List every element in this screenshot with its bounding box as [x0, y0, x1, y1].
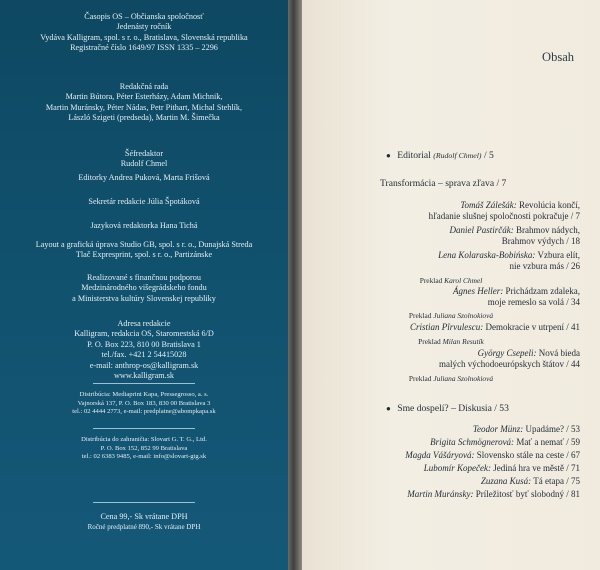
- book-gutter: [288, 0, 302, 570]
- distribution: [0, 391, 288, 417]
- masthead-line: Vydáva Kalligram, spol. s r. o., Bratislava, Slovenská republika: [40, 32, 248, 42]
- translator-name: Karol Chmel: [444, 276, 483, 285]
- divider: [93, 383, 195, 384]
- toc-entry: [450, 225, 580, 247]
- masthead: [0, 12, 288, 54]
- price-line: Cena 99,- Sk vrátane DPH: [100, 512, 188, 521]
- toc-entry: [424, 463, 580, 474]
- funding-line: Medzinárodného višegrádskeho fondu: [81, 283, 207, 293]
- bullet-icon: ●: [386, 151, 391, 160]
- page-title: Obsah: [542, 50, 574, 64]
- entry-title: Brahmov výdych / 18: [501, 236, 580, 247]
- layout-print: [0, 240, 288, 261]
- entry-title: Príležitosť byť slobodný / 81: [475, 489, 580, 499]
- entry-author: Zuzana Kusá:: [480, 476, 532, 486]
- toc-entry: [439, 348, 580, 370]
- entry-author: Daniel Pastirčák:: [449, 225, 514, 235]
- section-heading: Transformácia – sprava zľava / 7: [380, 178, 507, 189]
- entry-author: Martin Muránsky:: [407, 489, 474, 499]
- editorial-label: Editorial: [397, 150, 431, 161]
- entry-title: malých východoeurópskych štátov / 44: [439, 359, 580, 370]
- translator-name: Juliana Szolnokiová: [433, 311, 494, 320]
- address-line: Kalligram, redakcia OS, Staromestská 6/D: [74, 329, 214, 339]
- masthead-line: Registračné číslo 1649/97 ISSN 1335 – 2296: [70, 43, 218, 53]
- board-line: Martin Bútora, Péter Esterházy, Adam Michnik,: [65, 92, 223, 102]
- entry-title: Tá etapa / 75: [533, 476, 580, 486]
- translator-label: Preklad: [408, 311, 432, 320]
- toc-entry: [481, 476, 580, 487]
- price: [0, 512, 288, 533]
- entry-title: Upadáme? / 53: [525, 424, 580, 434]
- editors-line: Editorky Andrea Puková, Marta Frišová: [78, 173, 210, 182]
- entry-title: moje remeslo sa volá / 34: [487, 297, 580, 308]
- chief-line: Šéfredaktor: [124, 149, 164, 158]
- entry-title: hľadanie slušnej spoločnosti pokračuje / 7: [428, 211, 580, 222]
- chief-editor: [0, 149, 288, 170]
- entry-author: Brigita Schmögnerová:: [430, 437, 515, 447]
- editorial-board: [0, 82, 288, 124]
- distribution-abroad-line: P. O. Box 152, 852 99 Bratislava: [100, 444, 188, 452]
- distribution-line: tel.: 02 4444 2773, e-mail: predplatne@abompkapa.sk: [72, 408, 216, 416]
- entry-title: Vzbura elít,: [537, 250, 580, 260]
- divider: [93, 502, 195, 503]
- entry-title: Nová bieda: [538, 348, 580, 358]
- board-line: Martin Muránsky, Péter Nádas, Petr Pithart, Michal Stehlík,: [45, 102, 243, 112]
- board-line: Redakčná rada: [119, 82, 169, 91]
- toc-entry: [430, 437, 580, 448]
- translator-note: [302, 337, 600, 346]
- bullet-icon: ●: [386, 404, 391, 413]
- entry-title: Revolúcia končí,: [519, 200, 580, 210]
- entry-title: Slovensko stále na ceste / 67: [476, 450, 580, 460]
- toc-entry: [473, 424, 580, 435]
- entry-author: Magda Vášáryová:: [405, 450, 475, 460]
- editorial-author: (Rudolf Chmel): [433, 151, 482, 160]
- toc-entry: [438, 250, 580, 272]
- section-title: Sme dospelí? – Diskusia / 53: [397, 403, 509, 414]
- translator-note: [302, 374, 600, 383]
- editors: [0, 173, 288, 183]
- board-line: László Szigeti (predseda), Martin M. Šimečka: [68, 113, 220, 123]
- address-line: tel./fax. +421 2 54415028: [101, 350, 187, 360]
- translator-label: Preklad: [418, 337, 441, 346]
- secretary-line: Sekretár redakcie Júlia Špotáková: [88, 197, 200, 206]
- entry-title: Prichádzam zdaleka,: [505, 286, 580, 296]
- entry-title: Demokracie v utrpení / 41: [485, 322, 580, 332]
- translator-name: Juliana Szolnokiová: [433, 374, 494, 383]
- divider: [93, 428, 195, 429]
- entry-author: Lena Kolaraska-Bobińska:: [438, 250, 536, 260]
- contents-page: [302, 0, 600, 570]
- entry-author: Cristian Pîrvulescu:: [410, 322, 484, 332]
- entry-title: Mať a nemať / 59: [516, 437, 580, 447]
- translator-label: Preklad: [408, 374, 432, 383]
- editorial-page: / 5: [483, 150, 494, 161]
- masthead-line: Jedenásty ročník: [116, 22, 172, 32]
- entry-title: nie vzbura más / 26: [509, 261, 580, 272]
- toc-entry: [429, 200, 580, 222]
- distribution-abroad-line: tel.: 02 6383 9485, e-mail: info@slovart-gtg.sk: [81, 453, 207, 461]
- entry-title: Brahmov nádych,: [516, 225, 580, 235]
- distribution-abroad-line: Distribúcia do zahraničia: Slovart G. T. G., Ltd.: [81, 436, 207, 443]
- chief-line: Rudolf Chmel: [120, 159, 168, 169]
- funding-line: Realizované s finančnou podporou: [87, 273, 201, 282]
- layout-line: Layout a grafická úprava Studio GB, spol. s r. o., Dunajská Streda: [35, 240, 253, 249]
- address-line: www.kalligram.sk: [114, 371, 174, 381]
- address-line: e-mail: anthrop-os@kalligram.sk: [89, 360, 199, 370]
- editorial-address: [0, 319, 288, 381]
- entry-title: Jediná hra ve městě / 71: [493, 463, 580, 473]
- entry-author: Teodor Münz:: [472, 424, 524, 434]
- entry-author: György Csepeli:: [477, 348, 537, 358]
- entry-author: Tomáš Zálešák:: [460, 200, 517, 210]
- distribution-line: Vajnorská 137, P. O. Box 183, 830 00 Bratislava 3: [77, 399, 211, 407]
- layout-line: Tlač Expresprint, spol. s r. o., Partizánske: [75, 250, 213, 260]
- language-editor: [0, 221, 288, 231]
- editorial-entry: [386, 150, 494, 161]
- entry-author: Lubomír Kopeček:: [423, 463, 492, 473]
- section-heading-2: [386, 403, 509, 414]
- toc-entry: [405, 450, 580, 461]
- toc-entry: [453, 286, 580, 308]
- address-line: Adresa redakcie: [117, 319, 171, 328]
- translator-note: [302, 276, 600, 285]
- imprint-page: [0, 0, 288, 570]
- translator-label: Preklad: [419, 276, 443, 285]
- masthead-line: Časopis OS – Občianska spoločnosť: [84, 12, 204, 21]
- subscription-line: Ročné predplatné 890,- Sk vrátane DPH: [87, 523, 201, 532]
- translator-name: Milan Resutík: [442, 337, 484, 346]
- funding-line: a Ministerstva kultúry Slovenskej republiky: [72, 293, 216, 303]
- distribution-line: Distribúcia: Mediaprint Kapa, Pressegrosso, a. s.: [79, 391, 209, 398]
- distribution-abroad: [0, 436, 288, 462]
- language-line: Jazyková redaktorka Hana Tichá: [90, 221, 198, 230]
- translator-note: [302, 311, 600, 320]
- entry-author: Ágnes Heller:: [453, 286, 504, 296]
- address-line: P. O. Box 223, 810 00 Bratislava 1: [87, 339, 201, 349]
- secretary: [0, 197, 288, 207]
- toc-entry: [410, 322, 580, 333]
- toc-entry: [407, 489, 580, 500]
- funding: [0, 273, 288, 304]
